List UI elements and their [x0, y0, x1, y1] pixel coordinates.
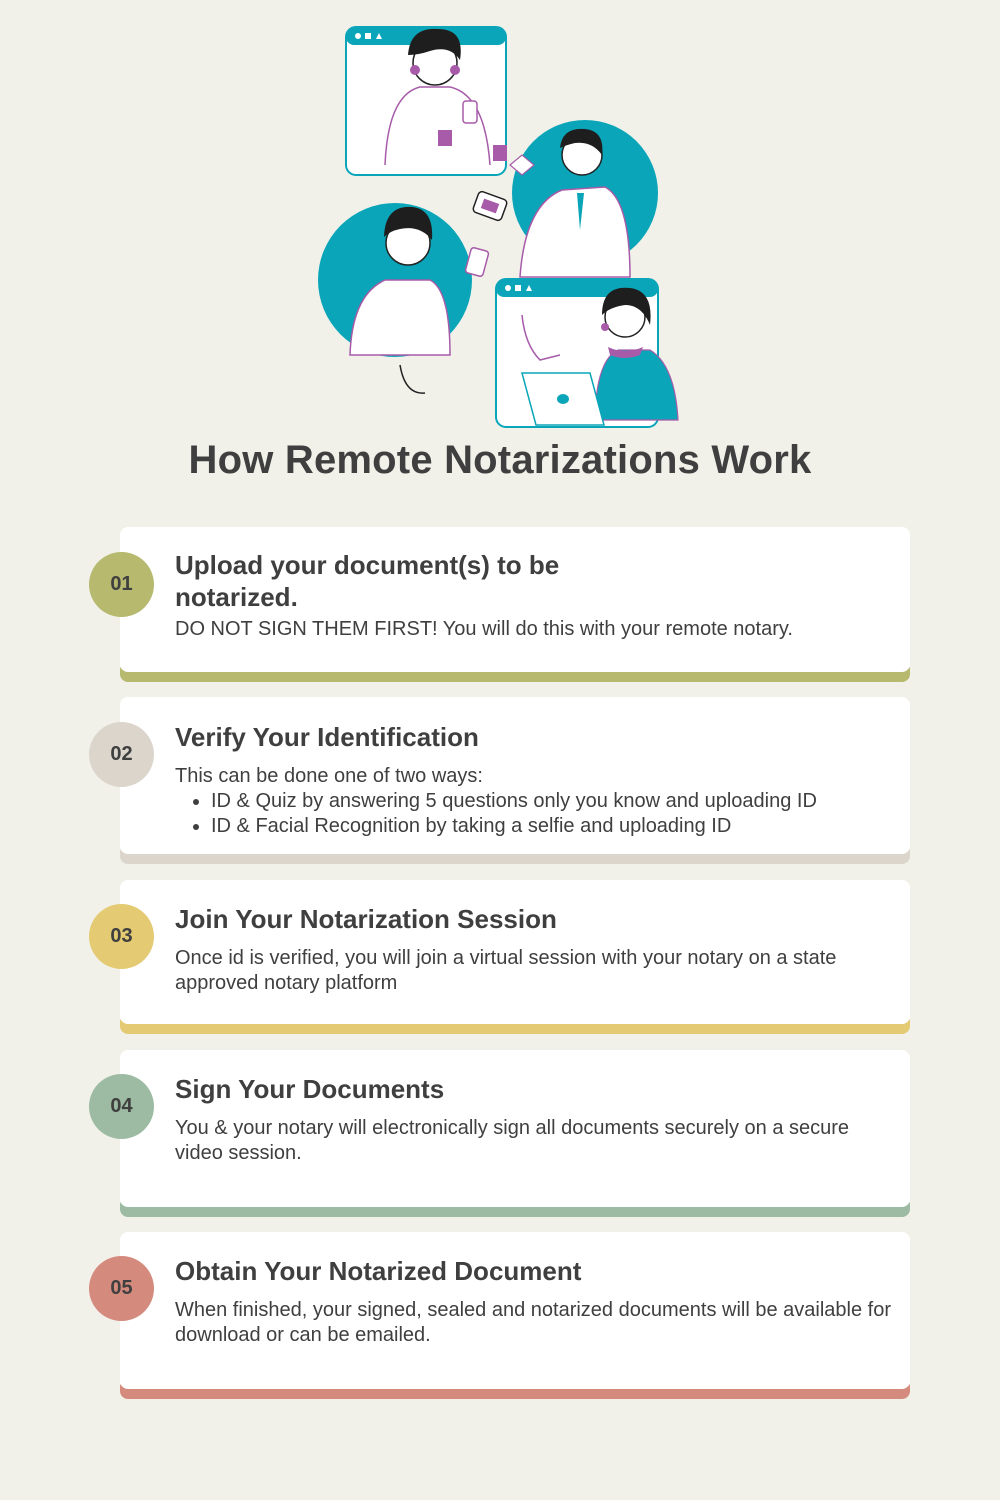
step-description: This can be done one of two ways:	[175, 765, 483, 787]
step-number-badge: 01	[89, 552, 154, 617]
step-heading: Join Your Notarization Session	[175, 904, 557, 934]
step-card-body	[120, 1050, 910, 1207]
step-card-obtain	[120, 1232, 910, 1399]
step-description: Once id is verified, you will join a virtual session with your notary on a state approved notary platform	[175, 947, 837, 994]
step-card-body	[120, 1232, 910, 1389]
step-heading: Obtain Your Notarized Document	[175, 1256, 582, 1286]
step-heading: Verify Your Identification	[175, 722, 479, 752]
list-item: • ID & Facial Recognition by taking a selfie and uploading ID	[211, 814, 931, 839]
list-item: • ID & Quiz by answering 5 questions only you know and uploading ID	[211, 789, 931, 814]
step-card-body	[120, 880, 910, 1024]
step-number-badge: 03	[89, 904, 154, 969]
step-number-badge: 05	[89, 1256, 154, 1321]
video-call-woman-laptop-icon	[496, 279, 678, 427]
step-heading: Sign Your Documents	[175, 1074, 445, 1104]
step-bullet-list	[175, 789, 931, 839]
step-description: DO NOT SIGN THEM FIRST! You will do this with your remote notary.	[175, 618, 793, 640]
man-with-phone-icon	[318, 203, 489, 393]
step-description: When finished, your signed, sealed and notarized documents will be available for download or can be emailed.	[175, 1299, 891, 1346]
step-number-badge: 04	[89, 1074, 154, 1139]
step-card-body	[120, 697, 910, 854]
step-card-verify	[120, 697, 910, 864]
step-card-sign	[120, 1050, 910, 1217]
video-call-woman-icon	[346, 27, 507, 175]
step-card-upload	[120, 527, 910, 682]
step-description: You & your notary will electronically sign all documents securely on a secure video session.	[175, 1117, 850, 1164]
step-card-body	[120, 527, 910, 672]
step-card-join	[120, 880, 910, 1034]
step-number-badge: 02	[89, 722, 154, 787]
step-heading: Upload your document(s) to be notarized.	[175, 550, 560, 612]
page-title: How Remote Notarizations Work	[188, 438, 812, 482]
remote-notarization-illustration	[300, 15, 700, 435]
